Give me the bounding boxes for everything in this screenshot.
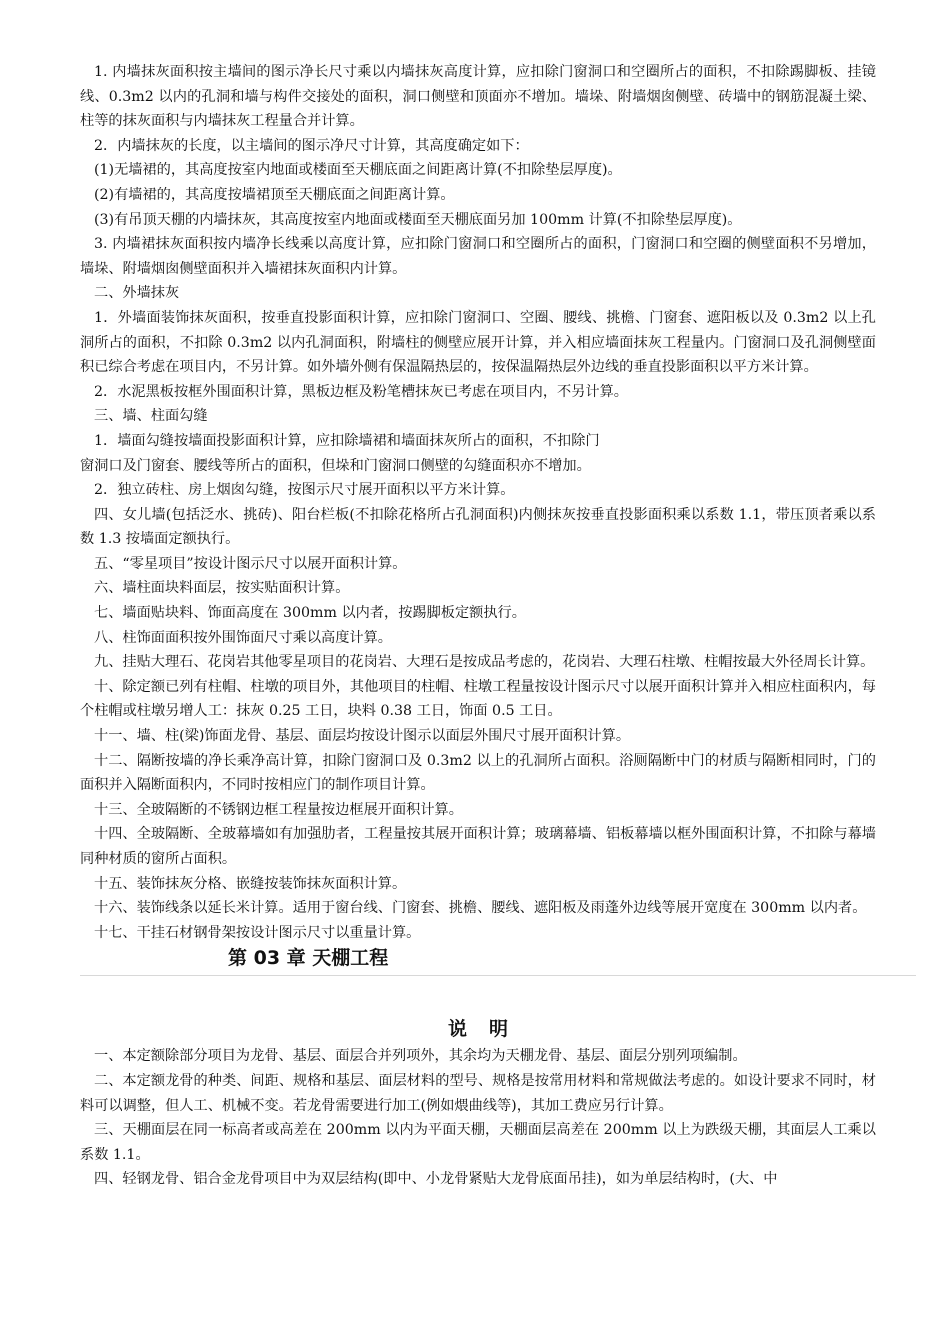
paragraph: 2．独立砖柱、房上烟囱勾缝，按图示尺寸展开面积以平方米计算。 xyxy=(94,482,515,499)
paragraph: 四、女儿墙(包括泛水、挑砖)、阳台栏板(不扣除花格所占孔洞面积)内侧抹灰按垂直投影面积乘以系数 1.1，带压顶者乘以系数 1.3 按墙面定额执行。 xyxy=(80,506,876,548)
paragraph: (3)有吊顶天棚的内墙抹灰，其高度按室内地面或楼面至天棚底面另加 100mm 计算(不扣除垫层厚度)。 xyxy=(94,211,742,228)
section-heading: 三、墙、柱面勾缝 xyxy=(94,408,208,425)
paragraph: 十二、隔断按墙的净长乘净高计算，扣除门窗洞口及 0.3m2 以上的孔洞所占面积。浴厕隔断中门的材质与隔断相同时，门的面积并入隔断面积内，不同时按相应门的制作项目计算。 xyxy=(80,752,876,794)
paragraph: 二、本定额龙骨的种类、间距、规格和基层、面层材料的型号、规格是按常用材料和常规做法考虑的。如设计要求不同时，材料可以调整，但人工、机械不变。若龙骨需要进行加工(例如煨曲线等)，其加工费应另行计算。 xyxy=(80,1072,876,1114)
section-title: 说明 xyxy=(447,1018,530,1041)
paragraph: 四、轻钢龙骨、铝合金龙骨项目中为双层结构(即中、小龙骨紧贴大龙骨底面吊挂)，如为单层结构时，(大、中 xyxy=(94,1171,778,1188)
paragraph: 3. 内墙裙抹灰面积按内墙净长线乘以高度计算，应扣除门窗洞口和空圈所占的面积，门窗洞口和空圈的侧壁面积不另增加，墙垛、附墙烟囱侧壁面积并入墙裙抹灰面积内计算。 xyxy=(80,236,876,277)
paragraph: 十六、装饰线条以延长米计算。适用于窗台线、门窗套、挑檐、腰线、遮阳板及雨蓬外边线等展开宽度在 300mm 以内者。 xyxy=(94,900,867,917)
paragraph: 1. 内墙抹灰面积按主墙间的图示净长尺寸乘以内墙抹灰高度计算，应扣除门窗洞口和空圈所占的面积，不扣除踢脚板、挂镜线、0.3m2 以内的孔洞和墙与构件交接处的面积，洞口侧壁和顶面亦不增加。墙垛、附墙烟囱侧壁、砖墙中的钢筋混凝土梁、柱等的抹灰面积与内墙抹灰工程量合并计算。 xyxy=(80,64,876,130)
paragraph: 十、除定额已列有柱帽、柱墩的项目外，其他项目的柱帽、柱墩工程量按设计图示尺寸以展开面积计算并入相应柱面积内，每个柱帽或柱墩另增人工：抹灰 0.25 工日，块料 0.38 工日，饰面 0.5 工日。 xyxy=(80,678,876,720)
paragraph: 九、挂贴大理石、花岗岩其他零星项目的花岗岩、大理石是按成品考虑的，花岗岩、大理石柱墩、柱帽按最大外径周长计算。 xyxy=(94,654,875,671)
paragraph: 2．水泥黑板按框外围面积计算，黑板边框及粉笔槽抹灰已考虑在项目内，不另计算。 xyxy=(94,383,628,400)
paragraph: 一、本定额除部分项目为龙骨、基层、面层合并列项外，其余均为天棚龙骨、基层、面层分别列项编制。 xyxy=(94,1048,747,1065)
paragraph-continued: 窗洞口及门窗套、腰线等所占的面积，但垛和门窗洞口侧壁的勾缝面积亦不增加。 xyxy=(80,457,591,474)
paragraph: 三、天棚面层在同一标高者或高差在 200mm 以内为平面天棚，天棚面层高差在 200mm 以上为跌级天棚，其面层人工乘以系数 1.1。 xyxy=(80,1122,876,1163)
paragraph: 十七、干挂石材钢骨架按设计图示尺寸以重量计算。 xyxy=(94,924,421,941)
paragraph: 十三、全玻隔断的不锈钢边框工程量按边框展开面积计算。 xyxy=(94,801,463,818)
paragraph: 六、墙柱面块料面层，按实贴面积计算。 xyxy=(94,580,350,597)
paragraph: 七、墙面贴块料、饰面高度在 300mm 以内者，按踢脚板定额执行。 xyxy=(94,605,526,622)
paragraph: 2．内墙抹灰的长度，以主墙间的图示净尺寸计算，其高度确定如下： xyxy=(94,137,529,154)
paragraph: 1．墙面勾缝按墙面投影面积计算，应扣除墙裙和墙面抹灰所占的面积，不扣除门 xyxy=(94,432,600,449)
paragraph: 十一、墙、柱(梁)饰面龙骨、基层、面层均按设计图示以面层外围尺寸展开面积计算。 xyxy=(94,728,631,745)
paragraph: 十五、装饰抹灰分格、嵌缝按装饰抹灰面积计算。 xyxy=(94,875,407,892)
paragraph: 1．外墙面装饰抹灰面积，按垂直投影面积计算，应扣除门窗洞口、空圈、腰线、挑檐、门窗套、遮阳板以及 0.3m2 以上孔洞所占的面积，不扣除 0.3m2 以内孔洞面积，附墙柱的侧壁应展开计算，并入相应墙面抹灰工程量内。门窗洞口及孔洞侧壁面积已综合考虑在项目内，不另计算。如外墙外侧有保温隔热层的，按保温隔热层外边线的垂直投影面积以平方米计算。 xyxy=(80,309,876,376)
document-page xyxy=(80,60,876,1192)
divider xyxy=(80,975,916,976)
paragraph: (2)有墙裙的，其高度按墙裙顶至天棚底面之间距离计算。 xyxy=(94,186,455,203)
chapter-title: 第 03 章 天棚工程 xyxy=(228,947,389,970)
paragraph: 十四、全玻隔断、全玻幕墙如有加强肋者，工程量按其展开面积计算；玻璃幕墙、铝板幕墙以框外围面积计算，不扣除与幕墙同种材质的窗所占面积。 xyxy=(80,826,876,867)
paragraph: 八、柱饰面面积按外围饰面尺寸乘以高度计算。 xyxy=(94,629,392,646)
paragraph: (1)无墙裙的，其高度按室内地面或楼面至天棚底面之间距离计算(不扣除垫层厚度)。 xyxy=(94,162,622,179)
paragraph: 五、“零星项目”按设计图示尺寸以展开面积计算。 xyxy=(94,555,407,572)
section-heading: 二、外墙抹灰 xyxy=(94,285,180,302)
